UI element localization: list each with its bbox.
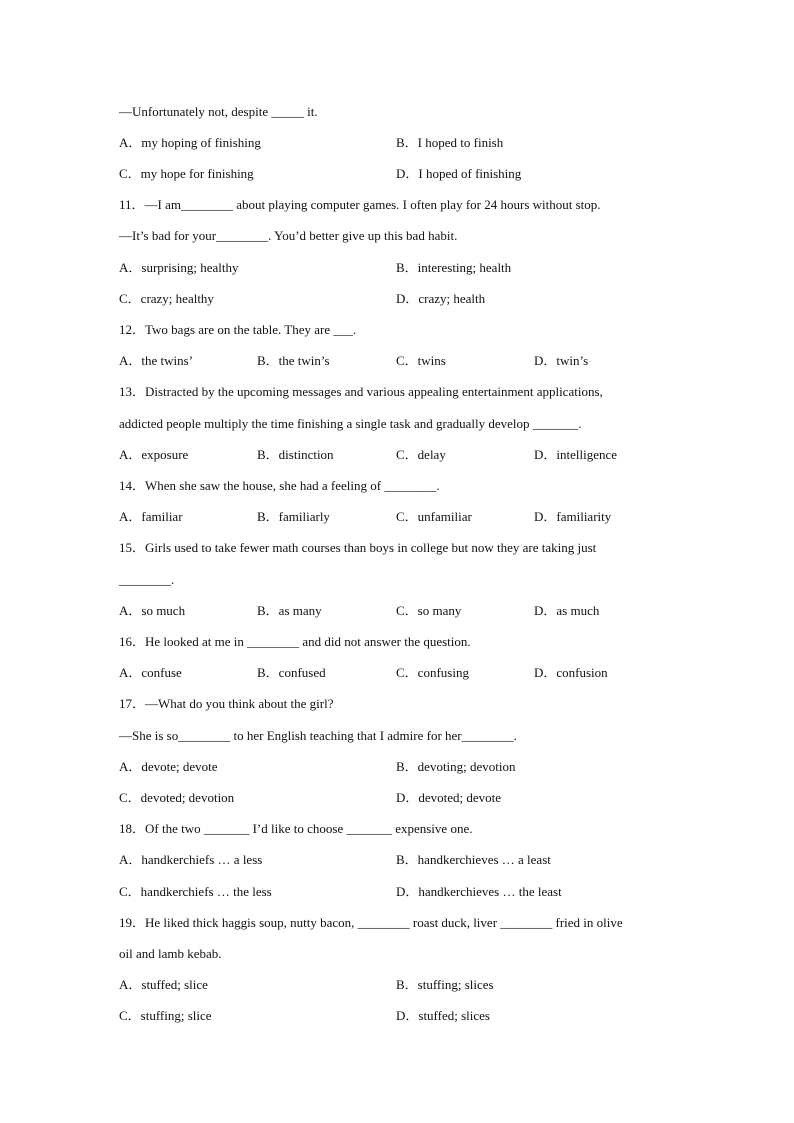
q16-option-d: D．confusion (534, 665, 608, 680)
q12-option-c: C．twins (396, 353, 446, 368)
q14-stem: 14．When she saw the house, she had a feeling of ________. (119, 478, 440, 493)
q16-option-b: B．confused (257, 665, 326, 680)
q12-option-d: D．twin’s (534, 353, 589, 368)
q19-option-b: B．stuffing; slices (396, 977, 494, 992)
q13-option-d: D．intelligence (534, 447, 618, 462)
q13-option-b: B．distinction (257, 447, 334, 462)
q10-option-d: D．I hoped of finishing (396, 166, 522, 181)
q19-stem-line1: 19．He liked thick haggis soup, nutty bacon, ________ roast duck, liver ________ fried in olive (119, 915, 623, 930)
q19-option-d: D．stuffed; slices (396, 1008, 490, 1023)
q16-option-a: A．confuse (119, 665, 182, 680)
q17-option-b: B．devoting; devotion (396, 759, 516, 774)
q12-option-b: B．the twin’s (257, 353, 330, 368)
q15-stem-line2: ________. (119, 572, 175, 587)
q19-stem-line2: oil and lamb kebab. (119, 946, 222, 961)
q17-option-d: D．devoted; devote (396, 790, 502, 805)
q14-option-a: A．familiar (119, 509, 183, 524)
q16-option-c: C．confusing (396, 665, 469, 680)
q15-option-b: B．as many (257, 603, 322, 618)
q18-option-a: A．handkerchiefs … a less (119, 852, 263, 867)
q11-option-a: A．surprising; healthy (119, 260, 239, 275)
q18-option-c: C．handkerchiefs … the less (119, 884, 272, 899)
q12-option-a: A．the twins’ (119, 353, 194, 368)
q11-option-b: B．interesting; health (396, 260, 512, 275)
q15-option-a: A．so much (119, 603, 186, 618)
q19-option-a: A．stuffed; slice (119, 977, 208, 992)
q10-option-c: C．my hope for finishing (119, 166, 254, 181)
q15-option-c: C．so many (396, 603, 462, 618)
q13-option-a: A．exposure (119, 447, 189, 462)
q11-stem-line1: 11．—I am________ about playing computer games. I often play for 24 hours without stop. (119, 197, 601, 212)
q17-stem-line2: —She is so________ to her English teaching that I admire for her________. (119, 728, 517, 743)
q15-option-d: D．as much (534, 603, 600, 618)
q11-stem-line2: —It’s bad for your________. You’d better give up this bad habit. (119, 228, 458, 243)
q18-option-b: B．handkerchieves … a least (396, 852, 551, 867)
q13-stem-line1: 13．Distracted by the upcoming messages and various appealing entertainment applications, (119, 384, 603, 399)
q11-option-d: D．crazy; health (396, 291, 486, 306)
q15-stem-line1: 15．Girls used to take fewer math courses than boys in college but now they are taking just (119, 540, 597, 555)
q13-option-c: C．delay (396, 447, 446, 462)
q10-reply: —Unfortunately not, despite _____ it. (119, 104, 318, 119)
q19-option-c: C．stuffing; slice (119, 1008, 212, 1023)
q11-option-c: C．crazy; healthy (119, 291, 214, 306)
q18-option-d: D．handkerchieves … the least (396, 884, 562, 899)
q14-option-b: B．familiarly (257, 509, 330, 524)
q10-option-b: B．I hoped to finish (396, 135, 504, 150)
q17-option-c: C．devoted; devotion (119, 790, 235, 805)
q14-option-d: D．familiarity (534, 509, 612, 524)
q12-stem: 12．Two bags are on the table. They are ___. (119, 322, 357, 337)
q13-stem-line2: addicted people multiply the time finishing a single task and gradually develop _______. (119, 416, 582, 431)
q18-stem: 18．Of the two _______ I’d like to choose _______ expensive one. (119, 821, 473, 836)
q17-stem-line1: 17．—What do you think about the girl? (119, 696, 334, 711)
q14-option-c: C．unfamiliar (396, 509, 472, 524)
q17-option-a: A．devote; devote (119, 759, 218, 774)
q16-stem: 16．He looked at me in ________ and did not answer the question. (119, 634, 471, 649)
q10-option-a: A．my hoping of finishing (119, 135, 261, 150)
